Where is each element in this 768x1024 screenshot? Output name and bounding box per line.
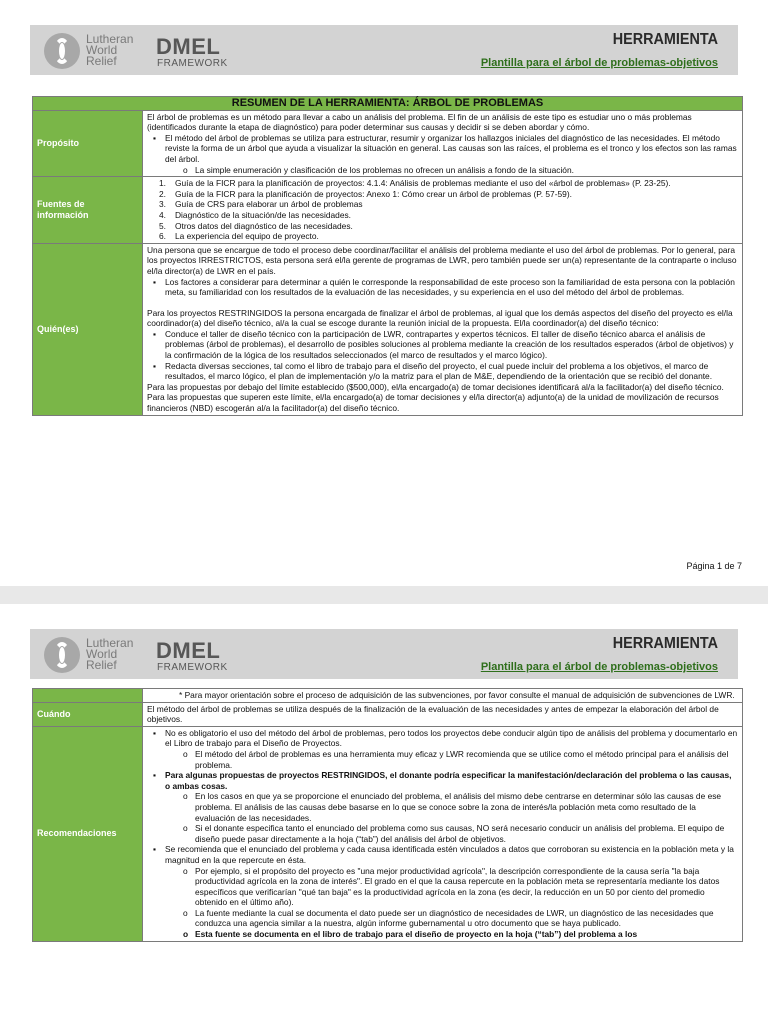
list-item: o Si el donante especifica tanto el enunciado del problema como sus causas, NO será necesario conducir un análisis del problema. El equipo de diseño puede pasar directamente a la hoja (“tab”) del análisis del árbol de objetivos. [195, 823, 738, 844]
document-page-2 [0, 604, 768, 1024]
cell-recomendaciones [143, 726, 743, 941]
cell-quien [143, 243, 743, 415]
list-item: ▪ Para algunas propuestas de proyectos RESTRINGIDOS, el donante podría especificar la manifestación/declaración del problema o las causas, o ambas cosas. o En los casos en que ya se proporcione el enunciado del problema, el análisis del mismo debe centrarse en determinar sólo las causas de ese problema. El análisis de las causas debe basarse en lo que se conoce sobre la zona de interés/la población meta como resultado de la evaluación de las necesidades. o Si el donante especifica tanto el enunciado del problema como sus causas, NO será necesario conducir un análisis del problema. El equipo de diseño puede pasar directamente a la hoja (“tab”) del análisis del árbol de objetivos. [165, 770, 738, 844]
summary-table [32, 96, 743, 416]
logo-text: Lutheran World Relief [86, 32, 134, 68]
list-item: 1. Guía de la FICR para la planificación de proyectos: 4.1.4: Análisis de problemas mediante el uso del «árbol de problemas» (P. 23-25). [159, 178, 671, 189]
row-label-cuando: Cuándo [33, 702, 143, 726]
list-item: o Por ejemplo, si el propósito del proyecto es "una mejor productividad agrícola", la descripción correspondiente de la causa sería "la baja productividad agrícola en la zona de interés". El grado en el que la causa repercute en la población meta se representaría mediante los datos específicos que verificarían "qué tan baja" es la productividad agrícola en la zona (es decir, la reducción en un 50 por ciento del promedio obtenido en el último año). [195, 866, 738, 908]
list-item: 5. Otros datos del diagnóstico de las necesidades. [159, 220, 353, 231]
note-text: * Para mayor orientación sobre el proceso de adquisición de las subvenciones, por favor consulte el manual de adquisición de subvenciones de LWR. [179, 690, 735, 700]
list-item: ▪ El método del árbol de problemas se utiliza para estructurar, resumir y organizar los hallazgos iniciales del diagnóstico de las necesidades. El método reviste la forma de un árbol que ayuda a visualizar la situación en general. Las causas son las raíces, el problema es el tronco y los efectos son las ramas del árbol. [165, 133, 738, 165]
logo-text: Lutheran World Relief [86, 636, 134, 672]
quien-text: Una persona que se encargue de todo el proceso debe coordinar/facilitar el análisis del problema mediante el uso del árbol de problemas. Por lo general, para los proyectos IRRESTRICTOS, esta persona será el/la gerente de programas de LWR, pero también puede ser un(a) representante de la contraparte o incluso el/la director(a) de LWR en el país. [147, 244, 737, 276]
lwr-logo [44, 33, 144, 69]
cell-fuentes [143, 177, 743, 244]
row-recomendaciones [33, 726, 743, 941]
row-quien [33, 243, 743, 415]
list-item: ▪ No es obligatorio el uso del método del árbol de problemas, pero todos los proyectos debe conducir algún tipo de análisis del problema y documentarlo en el Libro de trabajo para el Diseño de Proyectos. o El método del árbol de problemas es una herramienta muy eficaz y LWR recomienda que se utilice como el método principal para el análisis del problema. [165, 728, 738, 770]
cell-cuando: El método del árbol de problemas se utiliza después de la finalización de la evaluación de las necesidades y antes de empezar la elaboración del árbol de objetivos. [143, 702, 743, 726]
row-label-fuentes: Fuentes de información [33, 177, 143, 244]
framework-label: FRAMEWORK [157, 662, 228, 673]
flame-logo-icon [44, 33, 80, 69]
list-item: o La simple enumeración y clasificación de los problemas no ofrecen un análisis a fondo de la situación. [195, 165, 738, 176]
row-cuando [33, 702, 743, 726]
summary-table-continued [32, 688, 743, 942]
quien-text: Para las propuestas por debajo del límite establecido ($500,000), el/la encargado(a) de tomar decisiones identificará al/a la facilitador(a) del diseño técnico. Para las propuestas que superen este límite, el/la encargado(a) de tomar decisiones y el/la director(a) adjunto(a) de la unidad de movilización de recursos financieros (NBD) escogerán al/a la facilitador(a) del diseño técnico. [147, 381, 724, 414]
lwr-logo [44, 637, 144, 673]
tool-label: HERRAMIENTA [612, 31, 718, 48]
framework-label: FRAMEWORK [157, 58, 228, 69]
template-title-link[interactable]: Plantilla para el árbol de problemas-objetivos [480, 57, 718, 69]
row-note [33, 689, 743, 703]
table-title: RESUMEN DE LA HERRAMIENTA: ÁRBOL DE PROBLEMAS [33, 97, 743, 111]
row-label-recomendaciones: Recomendaciones [33, 726, 143, 941]
list-item: ▪ Se recomienda que el enunciado del problema y cada causa identificada estén vinculados a datos que corroboran su existencia en la población meta y la magnitud en la que repercute en ésta. o Por ejemplo, si el propósito del proyecto es "una mejor productividad agrícola", la descripción correspondiente de la causa sería "la baja productividad agrícola en la zona de interés". El grado en el que la causa repercute en la población meta se representaría mediante los datos específicos que verificarían "qué tan baja" es la productividad agrícola en la zona (es decir, la reducción en un 50 por ciento del promedio obtenido en el último año). o La fuente mediante la cual se documenta el dato puede ser un diagnóstico de necesidades de LWR, un diagnóstico de las necesidades que conduzca una agencia similar a la nuestra, algún informe gubernamental u otro documento que se haya publicado. o Esta fuente se documenta en el libro de trabajo para el diseño de proyecto en la hoja (“tab”) del problema a los [165, 844, 738, 939]
dmel-brand: DMEL [156, 34, 221, 59]
row-fuentes [33, 177, 743, 244]
proposito-text: El árbol de problemas es un método para llevar a cabo un análisis del problema. El fin de un análisis de este tipo es estudiar uno o más problemas (identificados durante la etapa de diagnóstico) para poder determinar sus causas y decidir si se deben abordar y cómo. [147, 111, 692, 133]
list-item: o La fuente mediante la cual se documenta el dato puede ser un diagnóstico de necesidades de LWR, un diagnóstico de las necesidades que conduzca una agencia similar a la nuestra, algún informe gubernamental u otro documento que se haya publicado. [195, 908, 738, 929]
list-item: ▪ Los factores a considerar para determinar a quién le corresponde la responsabilidad de este proceso son la familiaridad de esta persona con la población meta, su familiaridad con los resultados de la evaluación de las necesidades, y su experiencia en el uso del método del árbol de problemas. [165, 277, 738, 298]
row-label-blank [33, 689, 143, 703]
list-item: o En los casos en que ya se proporcione el enunciado del problema, el análisis del mismo debe centrarse en determinar sólo las causas de ese problema. El análisis de las causas debe basarse en lo que se conoce sobre la zona de interés/la población meta como resultado de la evaluación de las necesidades. [195, 791, 738, 823]
quien-text: Para los proyectos RESTRINGIDOS la persona encargada de finalizar el árbol de problemas, al igual que los demás aspectos del diseño del proyecto es el/la coordinador(a) del diseño técnico, al/a la cual se escoge durante la reunión inicial de la propuesta. El/la coordinador(a) del diseño técnico: [147, 307, 733, 329]
cell-proposito [143, 110, 743, 177]
template-title-link[interactable]: Plantilla para el árbol de problemas-objetivos [480, 661, 718, 673]
row-label-proposito: Propósito [33, 110, 143, 177]
list-item: o Esta fuente se documenta en el libro de trabajo para el diseño de proyecto en la hoja (“tab”) del problema a los [195, 929, 738, 940]
cell-note [143, 689, 743, 703]
row-proposito [33, 110, 743, 177]
list-item: 3. Guía de CRS para elaborar un árbol de problemas [159, 199, 363, 210]
list-item: 2. Guía de la FICR para la planificación de proyectos: Anexo 1: Cómo crear un árbol de problemas (P. 57-59). [159, 188, 572, 199]
tool-label: HERRAMIENTA [612, 635, 718, 652]
list-item: 6. La experiencia del equipo de proyecto. [159, 231, 319, 242]
page-header [0, 604, 768, 682]
list-item: ▪ Conduce el taller de diseño técnico con la participación de LWR, contrapartes y expertos técnicos. El taller de diseño técnico abarca el análisis de problemas (árbol de problemas), el desarrollo de posibles soluciones al problema mediante la creación de los resultados esperados (árbol de objetivos) y la confirmación de la lógica de los resultados seleccionados (el marco de resultados y el marco lógico). [165, 329, 738, 361]
page-header [0, 0, 768, 78]
dmel-brand: DMEL [156, 638, 221, 663]
row-label-quien: Quién(es) [33, 243, 143, 415]
list-item: o El método del árbol de problemas es una herramienta muy eficaz y LWR recomienda que se utilice como el método principal para el análisis del problema. [195, 749, 738, 770]
flame-logo-icon [44, 637, 80, 673]
list-item: ▪ Redacta diversas secciones, tal como el libro de trabajo para el diseño del proyecto, el cual puede incluir del problema a los objetivos, el marco de resultados, el marco lógico, el plan de implementación y/o la matriz para el plan de M&E, dependiendo de la orientación que se recibió del donante. [165, 361, 738, 382]
list-item: 4. Diagnóstico de la situación/de las necesidades. [159, 209, 351, 220]
page-number: Página 1 de 7 [686, 561, 742, 571]
